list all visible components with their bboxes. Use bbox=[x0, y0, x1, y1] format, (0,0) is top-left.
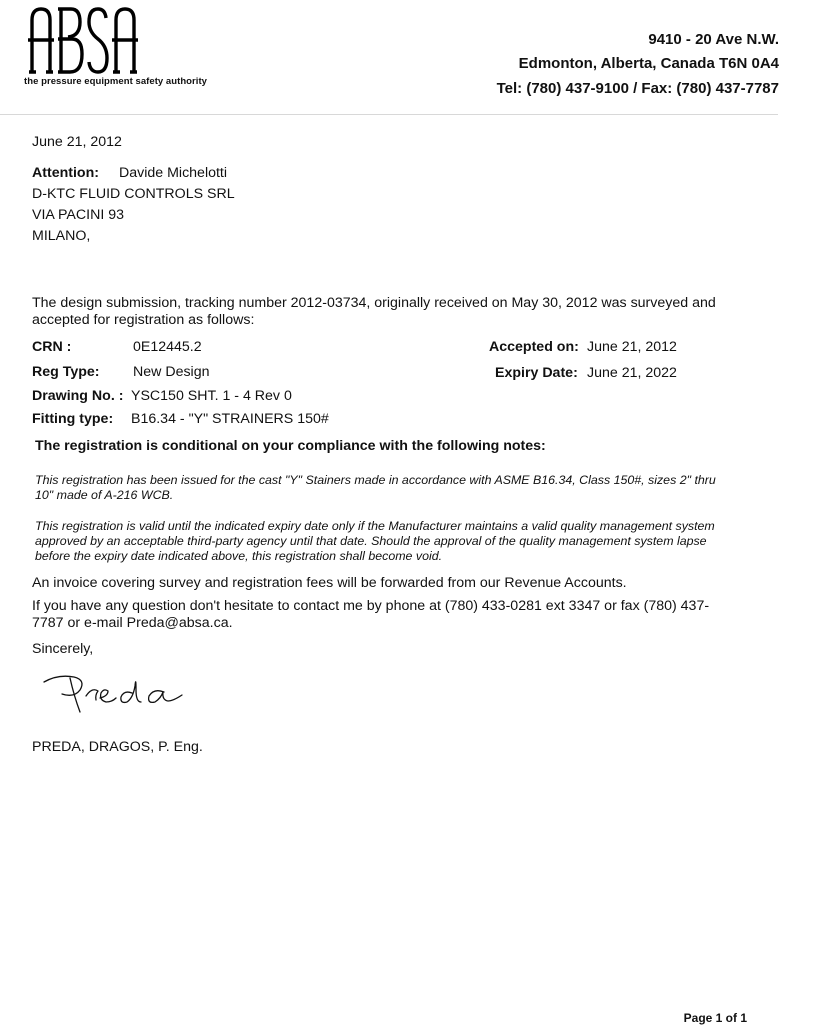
fitting-label: Fitting type: bbox=[32, 411, 114, 427]
address-city: Edmonton, Alberta, Canada T6N 0A4 bbox=[518, 55, 779, 72]
reg-type-label: Reg Type: bbox=[32, 364, 100, 380]
page-number: Page 1 of 1 bbox=[683, 1011, 747, 1025]
reg-type-value: New Design bbox=[133, 364, 210, 380]
phone-fax: Tel: (780) 437-9100 / Fax: (780) 437-7787 bbox=[496, 80, 779, 97]
accepted-label: Accepted on: bbox=[489, 339, 579, 355]
signatory-name: PREDA, DRAGOS, P. Eng. bbox=[32, 739, 203, 755]
drawing-label: Drawing No. : bbox=[32, 388, 124, 404]
closing-salutation: Sincerely, bbox=[32, 641, 94, 657]
crn-value: 0E12445.2 bbox=[133, 339, 202, 355]
contact-paragraph: If you have any question don't hesitate to contact me by phone at (780) 433-0281 ext 3347 or fax (780) 437-7787 or e-mail Preda@absa.ca. bbox=[32, 598, 710, 631]
recipient-city: MILANO, bbox=[32, 228, 91, 244]
header-divider bbox=[0, 114, 778, 115]
note-scope: This registration has been issued for the cast "Y" Stainers made in accordance with ASME B16.34, Class 150#, sizes 2" thru 10" made of A-216 WCB. bbox=[35, 473, 716, 503]
crn-label: CRN : bbox=[32, 339, 72, 355]
recipient-street: VIA PACINI 93 bbox=[32, 207, 124, 223]
note-validity: This registration is valid until the indicated expiry date only if the Manufacturer maintains a valid quality management system approved by an acceptable third-party agency until that date. Should the approval of the quality management system lapse before the expiry date indicated above, this registration shall become void. bbox=[35, 519, 715, 564]
accepted-value: June 21, 2012 bbox=[587, 339, 677, 355]
address-street: 9410 - 20 Ave N.W. bbox=[648, 31, 779, 48]
invoice-paragraph: An invoice covering survey and registration fees will be forwarded from our Revenue Accounts. bbox=[32, 575, 627, 591]
letter-date: June 21, 2012 bbox=[32, 134, 122, 150]
fitting-value: B16.34 - "Y" STRAINERS 150# bbox=[131, 411, 329, 427]
drawing-value: YSC150 SHT. 1 - 4 Rev 0 bbox=[131, 388, 292, 404]
attention-label: Attention: bbox=[32, 165, 99, 181]
absa-logo bbox=[28, 6, 140, 74]
logo-tagline: the pressure equipment safety authority bbox=[24, 76, 208, 87]
recipient-company: D-KTC FLUID CONTROLS SRL bbox=[32, 186, 235, 202]
attention-name: Davide Michelotti bbox=[119, 165, 228, 181]
intro-paragraph: The design submission, tracking number 2012-03734, originally received on May 30, 2012 was surveyed and accepted for registration as follows: bbox=[32, 295, 716, 328]
handwritten-signature bbox=[40, 660, 190, 720]
expiry-label: Expiry Date: bbox=[495, 365, 578, 381]
expiry-value: June 21, 2022 bbox=[587, 365, 677, 381]
conditional-heading: The registration is conditional on your compliance with the following notes: bbox=[35, 438, 546, 454]
